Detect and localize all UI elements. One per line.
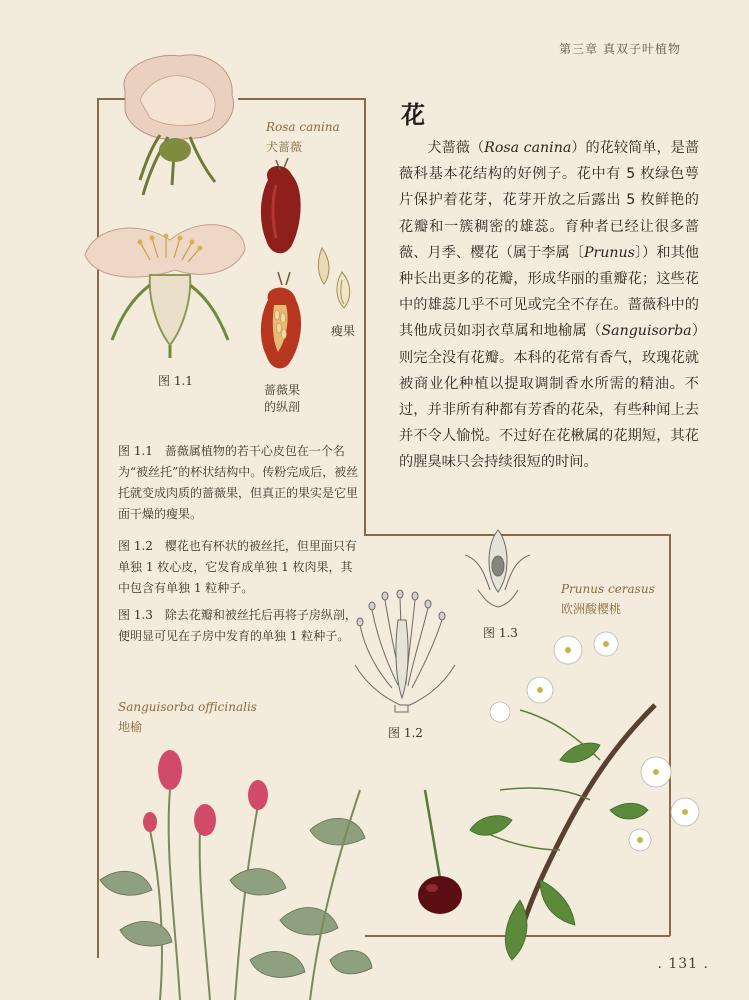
text-run: ）则完全没有花瓣。本科的花常有香气，玫瑰花就被商业化种植以提取调制香水所需的精油。不过，并非所有种都有芳香的花朵，有些种闻上去并不令人愉悦。不过好在花楸属的花期短，其花的腥臭味只会持续很短的时间。 — [399, 323, 699, 471]
figure-label-1-2: 图 1.2 — [388, 726, 423, 740]
rosa-chinese-name: 犬蔷薇 — [266, 140, 303, 154]
sanguisorba-latin-name: Sanguisorba officinalis — [118, 700, 257, 714]
hip-section-label-1: 蔷薇果 — [264, 383, 301, 397]
rose-flower-illustration — [124, 55, 233, 195]
rose-hip-illustration — [261, 158, 301, 253]
prunus-chinese-name: 欧洲酸樱桃 — [561, 602, 622, 616]
caption-1-1 — [118, 441, 363, 525]
rose-section-illustration — [85, 225, 245, 358]
cherry-flower-section-illustration — [355, 590, 455, 712]
figure-label-1-3: 图 1.3 — [483, 626, 518, 640]
figure-label-1-1: 图 1.1 — [158, 374, 193, 388]
ovary-section-illustration — [465, 530, 530, 607]
cherry-branch-illustration — [470, 632, 699, 960]
caption-1-3 — [118, 605, 363, 647]
caption-text: 图 1.2 樱花也有杯状的被丝托，但里面只有单独 1 枚心皮，它发育成单独 1 枚肉果，其中包含有单独 1 粒种子。 — [118, 539, 357, 595]
prunus-latin-name: Prunus cerasus — [561, 582, 655, 596]
latin-term: Prunus — [583, 244, 635, 261]
cherry-fruit-illustration — [418, 790, 462, 914]
latin-term: Rosa canina — [484, 140, 572, 156]
hip-section-label-2: 的纵剖 — [264, 400, 301, 414]
text-run: 犬蔷薇（ — [427, 140, 485, 156]
section-title: 花 — [401, 101, 425, 129]
latin-term: Sanguisorba — [601, 323, 692, 340]
text-run: 〕）和其他种长出更多的花瓣，形成华丽的重瓣花；这些花中的雄蕊几乎不可见或完全不存在。蔷薇科中的其他成员如羽衣草属和地榆属（ — [399, 244, 699, 340]
achene-illustration — [318, 248, 349, 308]
page-number: . 131 . — [657, 956, 709, 972]
sanguisorba-illustration — [100, 750, 372, 1000]
achene-label: 瘦果 — [331, 324, 356, 338]
running-header: 第三章 真双子叶植物 — [559, 42, 681, 56]
sanguisorba-chinese-name: 地榆 — [118, 720, 143, 734]
caption-1-2 — [118, 536, 363, 599]
caption-text: 图 1.1 蔷薇属植物的若干心皮包在一个名为“被丝托”的杯状结构中。传粉完成后，被丝托就变成肉质的蔷薇果，但真正的果实是它里面干燥的瘦果。 — [118, 444, 359, 521]
rose-hip-section-illustration — [261, 272, 301, 368]
rosa-latin-name: Rosa canina — [266, 120, 340, 134]
caption-text: 图 1.3 除去花瓣和被丝托后再将子房纵剖，便明显可见在子房中发育的单独 1 粒种子。 — [118, 608, 357, 643]
text-run: ）的花较简单，是蔷薇科基本花结构的好例子。花中有 5 枚绿色萼片保护着花芽，花芽开放之后露出 5 枚鲜艳的花瓣和一簇稠密的雄蕊。育种者已经让很多蔷薇、月季、樱花（属于李属〔 — [399, 140, 700, 261]
